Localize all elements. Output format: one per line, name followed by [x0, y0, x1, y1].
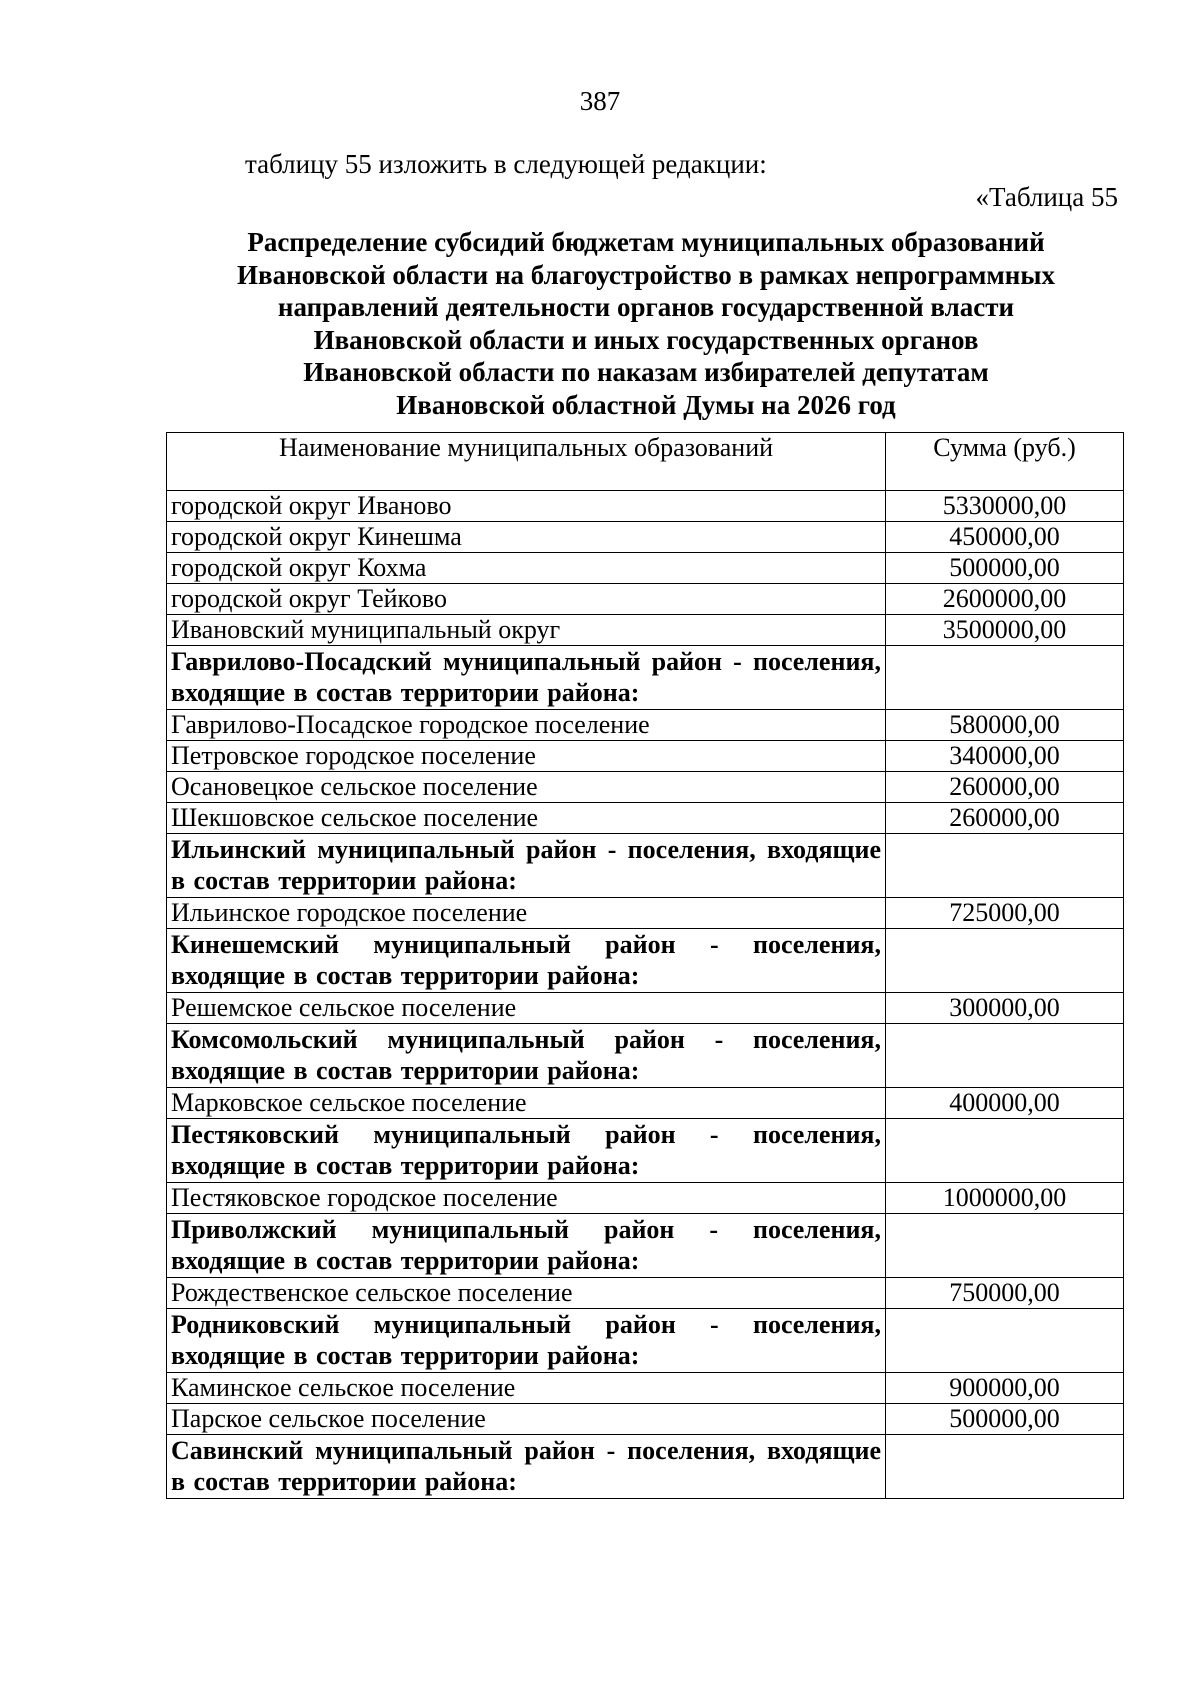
title-line: Ивановской области на благоустройство в рамках непрограммных [237, 259, 1055, 290]
sum-cell [886, 1024, 1124, 1088]
sum-cell: 3500000,00 [886, 615, 1124, 646]
table-group-row [167, 834, 1124, 898]
sum-cell: 725000,00 [886, 898, 1124, 929]
sum-cell: 260000,00 [886, 772, 1124, 803]
table-row [167, 491, 1124, 522]
table-group-row [167, 1119, 1124, 1183]
table-header-row [167, 433, 1124, 491]
sum-cell: 500000,00 [886, 1404, 1124, 1435]
sum-cell: 450000,00 [886, 522, 1124, 553]
table-label: «Таблица 55 [975, 182, 1118, 212]
table-row [167, 1278, 1124, 1309]
group-name-cell: Ильинский муниципальный район - поселения, входящие в состав территории района: [167, 834, 886, 898]
group-name-cell: Кинешемский муниципальный район - поселения, входящие в состав территории района: [167, 929, 886, 993]
title-line: направлений деятельности органов государственной власти [277, 292, 1015, 323]
group-name-cell: Савинский муниципальный район - поселения, входящие в состав территории района: [167, 1435, 886, 1499]
group-name-cell: Родниковский муниципальный район - поселения, входящие в состав территории района: [167, 1309, 886, 1373]
sum-cell: 400000,00 [886, 1088, 1124, 1119]
name-cell: Шекшовское сельское поселение [167, 803, 886, 834]
table-group-row [167, 929, 1124, 993]
group-name-cell: Гаврилово-Посадский муниципальный район - поселения, входящие в состав территории района: [167, 646, 886, 710]
name-cell: Ильинское городское поселение [167, 898, 886, 929]
name-cell: Пестяковское городское поселение [167, 1183, 886, 1214]
sum-cell [886, 1119, 1124, 1183]
sum-cell: 1000000,00 [886, 1183, 1124, 1214]
table-row [167, 803, 1124, 834]
group-name-cell: Комсомольский муниципальный район - поселения, входящие в состав территории района: [167, 1024, 886, 1088]
name-cell: Петровское городское поселение [167, 741, 886, 772]
table-group-row [167, 1024, 1124, 1088]
table-title [150, 226, 1142, 422]
table-row [167, 1088, 1124, 1119]
table-row [167, 710, 1124, 741]
table-row [167, 772, 1124, 803]
name-cell: Решемское сельское поселение [167, 993, 886, 1024]
sum-cell [886, 646, 1124, 710]
sum-cell: 580000,00 [886, 710, 1124, 741]
name-cell: Ивановский муниципальный округ [167, 615, 886, 646]
title-line: Ивановской области по наказам избирателей депутатам [303, 357, 989, 388]
table-group-row [167, 646, 1124, 710]
sum-cell [886, 929, 1124, 993]
table-row [167, 741, 1124, 772]
sum-cell: 340000,00 [886, 741, 1124, 772]
table-row [167, 615, 1124, 646]
intro-text: таблицу 55 изложить в следующей редакции: [245, 149, 767, 179]
sum-cell: 750000,00 [886, 1278, 1124, 1309]
table-row [167, 522, 1124, 553]
sum-cell: 2600000,00 [886, 584, 1124, 615]
name-cell: городской округ Иваново [167, 491, 886, 522]
header-name: Наименование муниципальных образований [167, 433, 886, 491]
table-row [167, 584, 1124, 615]
name-cell: Гаврилово-Посадское городское поселение [167, 710, 886, 741]
group-name-cell: Пестяковский муниципальный район - поселения, входящие в состав территории района: [167, 1119, 886, 1183]
table-group-row [167, 1309, 1124, 1373]
name-cell: Каминское сельское поселение [167, 1373, 886, 1404]
sum-cell [886, 1214, 1124, 1278]
name-cell: городской округ Кохма [167, 553, 886, 584]
sum-cell [886, 834, 1124, 898]
sum-cell [886, 1435, 1124, 1499]
table-row [167, 1183, 1124, 1214]
table-row [167, 553, 1124, 584]
sum-cell: 900000,00 [886, 1373, 1124, 1404]
table-row [167, 1373, 1124, 1404]
page-number: 387 [579, 86, 621, 116]
title-line: Ивановской области и иных государственных органов [313, 324, 979, 355]
name-cell: Рождественское сельское поселение [167, 1278, 886, 1309]
table-group-row [167, 1214, 1124, 1278]
name-cell: Марковское сельское поселение [167, 1088, 886, 1119]
table-row [167, 898, 1124, 929]
group-name-cell: Приволжский муниципальный район - поселения, входящие в состав территории района: [167, 1214, 886, 1278]
table-row [167, 1404, 1124, 1435]
name-cell: Парское сельское поселение [167, 1404, 886, 1435]
name-cell: городской округ Тейково [167, 584, 886, 615]
header-sum: Сумма (руб.) [886, 433, 1124, 491]
table-group-row [167, 1435, 1124, 1499]
sum-cell: 5330000,00 [886, 491, 1124, 522]
table-row [167, 993, 1124, 1024]
title-line: Распределение субсидий бюджетам муниципальных образований [247, 227, 1045, 257]
name-cell: городской округ Кинешма [167, 522, 886, 553]
name-cell: Осановецкое сельское поселение [167, 772, 886, 803]
sum-cell [886, 1309, 1124, 1373]
sum-cell: 300000,00 [886, 993, 1124, 1024]
title-line: Ивановской областной Думы на 2026 год [396, 389, 896, 420]
sum-cell: 500000,00 [886, 553, 1124, 584]
sum-cell: 260000,00 [886, 803, 1124, 834]
subsidy-table [166, 432, 1124, 1499]
